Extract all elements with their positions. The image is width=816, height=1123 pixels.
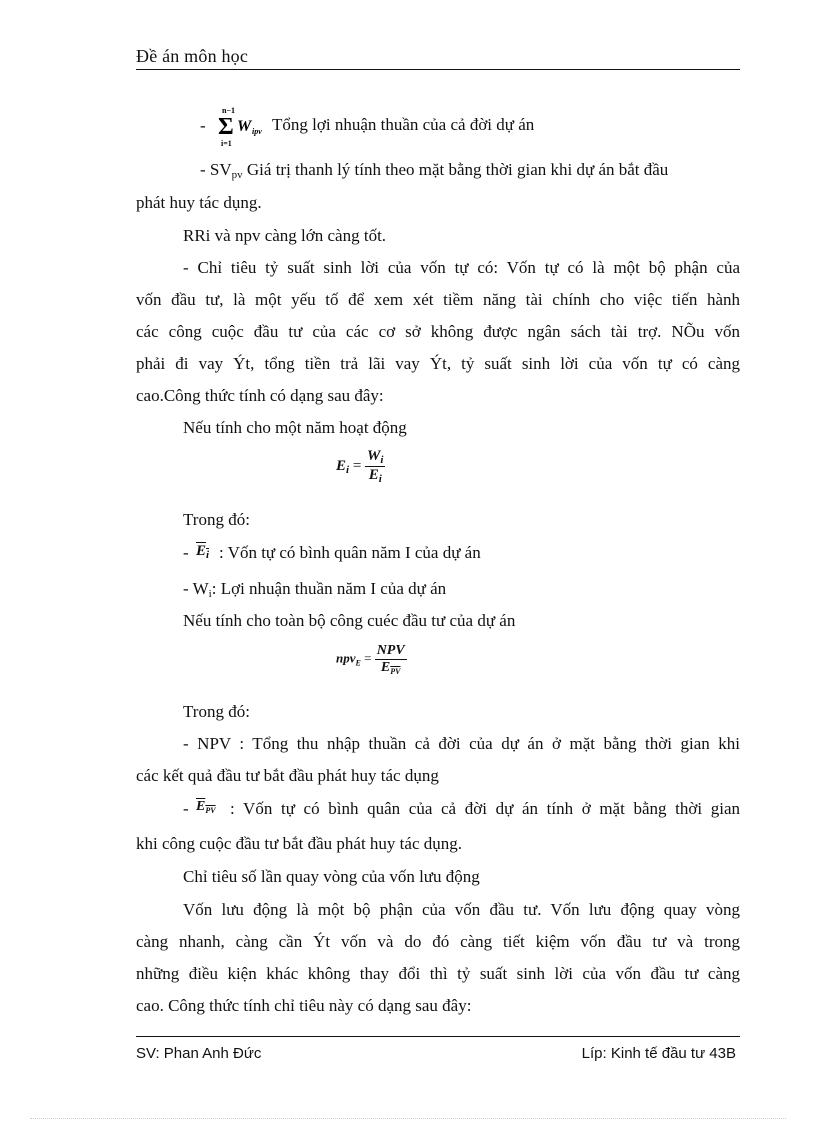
svg-text:i=1: i=1 <box>221 139 232 148</box>
header-rule <box>136 69 740 70</box>
svg-text:W: W <box>237 118 252 135</box>
text-line: : Vốn tự có bình quân của cả đời dự án tính ở mặt bằng thời gian <box>230 799 740 818</box>
text-line: Vốn lưu động là một bộ phận của vốn đầu tư. Vốn lưu động quay vòng <box>183 900 740 919</box>
text-line: - Chỉ tiêu tỷ suất sinh lời của vốn tự có: Vốn tự có là một bộ phận của <box>183 258 740 277</box>
text-line: Trong đó: <box>183 702 250 721</box>
text-line: cao. Công thức tính chỉ tiêu này có dạng sau đây: <box>136 996 472 1015</box>
text-line: vốn đầu tư, là một yếu tố để xem xét tiềm năng tài chính cho việc tiến hành <box>136 290 740 309</box>
summation-formula <box>216 104 268 148</box>
text-line: - $SV_{pv}$ Giá trị thanh lý tính theo mặt bằng thời gian khi dự án bắt đầu <box>200 160 669 181</box>
symbol-avg-equity: $E_i$ <box>196 543 210 561</box>
text-line: - NPV : Tổng thu nhập thuần cả đời của dự án ở mặt bằng thời gian khi <box>183 734 740 753</box>
text-line: Nếu tính cho một năm hoạt động <box>183 418 407 437</box>
text-line: - $W_i$: Lợi nhuận thuần năm I của dự án <box>183 579 447 600</box>
svg-text:Σ: Σ <box>218 114 234 140</box>
bullet-dash: - <box>183 543 189 562</box>
page-edge-dots <box>30 1118 786 1119</box>
page-header: Đề án môn học <box>136 46 249 66</box>
text-line: khi công cuộc đầu tư bắt đầu phát huy tác dụng. <box>136 834 462 853</box>
text-line: Nếu tính cho toàn bộ công cuéc đầu tư của dự án <box>183 611 516 630</box>
footer-student: SV: Phan Anh Đức <box>136 1045 262 1062</box>
text-line: cao.Công thức tính có dạng sau đây: <box>136 386 384 405</box>
text-line: những điều kiện khác không thay đổi thì tỷ suất sinh lời của vốn đầu tư càng <box>136 964 740 983</box>
text-line: : Vốn tự có bình quân năm I của dự án <box>219 543 481 562</box>
text-line: càng nhanh, càng cần Ýt vốn và do đó càng tiết kiệm vốn đầu tư và trong <box>136 932 740 951</box>
text-line: các công cuộc đầu tư của các cơ sở không được ngân sách tài trợ. NÕu vốn <box>136 322 740 341</box>
text-line: RRi và npv càng lớn càng tốt. <box>183 226 387 245</box>
footer-class: Líp: Kinh tế đầu tư 43B <box>581 1045 736 1062</box>
symbol-avg-equity-pv: $E_{PV}$ <box>196 799 216 815</box>
text-line: phát huy tác dụng. <box>136 193 262 212</box>
text-line: Trong đó: <box>183 510 250 529</box>
svg-text:n−1: n−1 <box>222 106 236 115</box>
text-line: các kết quả đầu tư bắt đầu phát huy tác dụng <box>136 766 439 785</box>
formula-npv-equity: npv$_E$ = $\frac{\text{NPV}}{E_{PV}}$ <box>336 643 405 676</box>
footer-rule <box>136 1036 740 1037</box>
text-line: Chỉ tiêu số lần quay vòng của vốn lưu động <box>183 867 480 886</box>
text-line: phải đi vay Ýt, tổng tiền trả lãi vay Ýt, tỷ suất sinh lời của vốn tự có càng <box>136 354 740 373</box>
text-line: Tổng lợi nhuận thuần của cả đời dự án <box>272 115 535 134</box>
bullet-dash: - <box>183 799 189 818</box>
svg-text:ipv: ipv <box>252 127 262 136</box>
formula-return-on-equity: $E_i$ = $\frac{W_i}{E_i}$ <box>336 448 384 485</box>
bullet-dash: - <box>200 116 206 135</box>
